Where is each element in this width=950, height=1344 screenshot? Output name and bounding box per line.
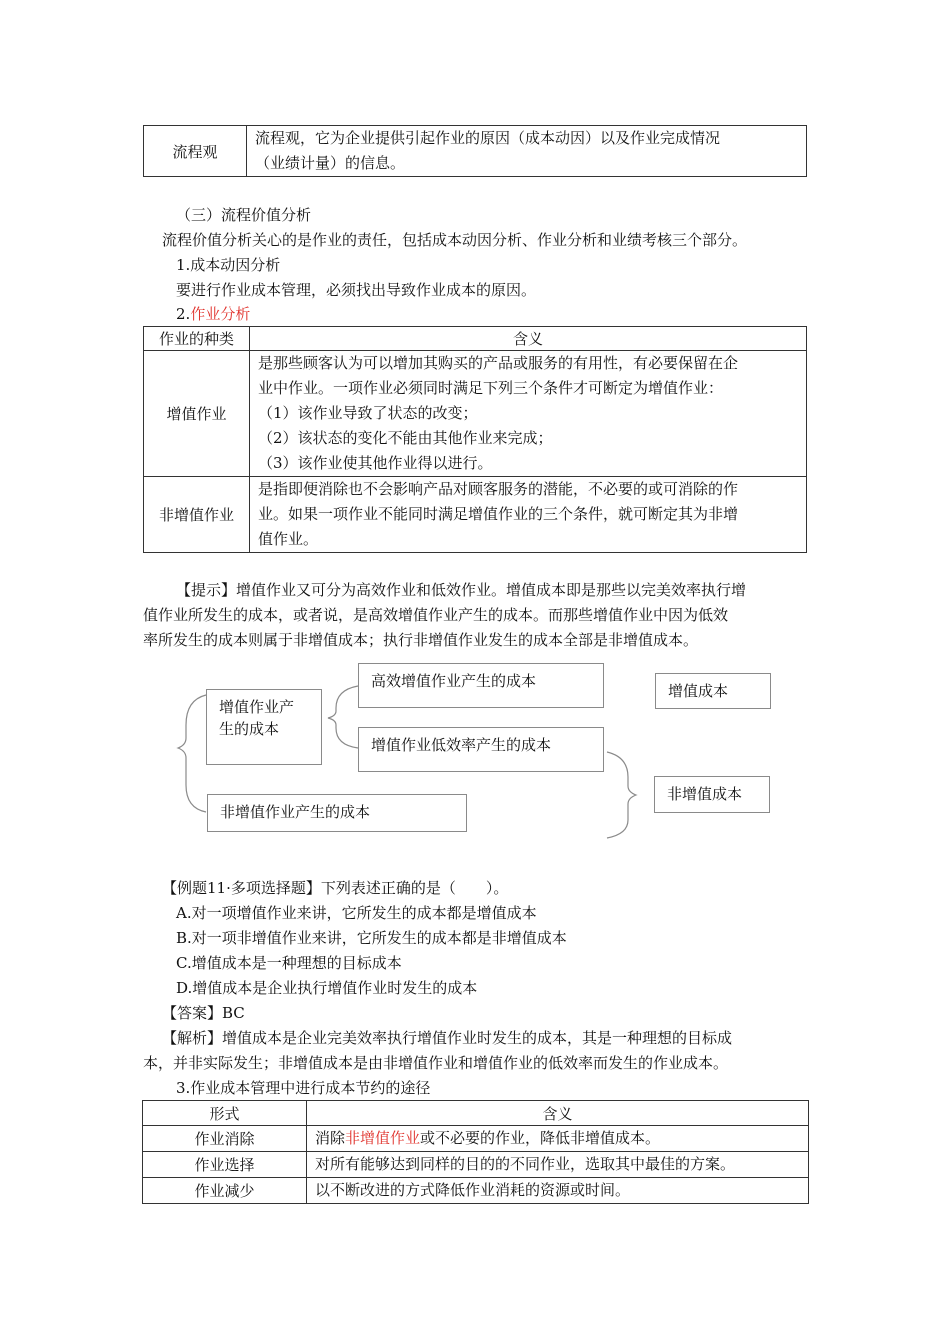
- example-analysis-line: 本，并非实际发生；非增值成本是由非增值作业和增值作业的低效率而发生的作业成本。: [143, 1054, 729, 1072]
- example-option-b: B.对一项非增值作业来讲，它所发生的成本都是非增值成本: [176, 929, 567, 947]
- header-form: 形式: [143, 1101, 307, 1126]
- example-option-a: A.对一项增值作业来讲，它所发生的成本都是增值成本: [176, 904, 537, 922]
- value-added-label: 增值作业: [144, 351, 250, 477]
- tip-line: 值作业所发生的成本，或者说，是高效增值作业产生的成本。而那些增值作业中因为低效: [143, 606, 729, 624]
- subsection-cost-driver: 1.成本动因分析: [176, 256, 281, 274]
- tip-line: 率所发生的成本则属于非增值成本；执行非增值作业发生的成本全部是非增值成本。: [143, 631, 699, 649]
- meaning-text: 或不必要的作业，降低非增值成本。: [420, 1129, 661, 1147]
- meaning-line: （2）该状态的变化不能由其他作业来完成；: [258, 429, 553, 447]
- header-meaning: 含义: [250, 327, 807, 351]
- subsection-title-emphasis: 作业分析: [190, 305, 251, 323]
- value-cost-box: 增值成本: [655, 673, 771, 709]
- high-efficiency-cost-box: 高效增值作业产生的成本: [358, 663, 604, 708]
- meaning-emphasis: 非增值作业: [345, 1129, 421, 1147]
- non-value-added-label: 非增值作业: [144, 477, 250, 553]
- meaning-line: 业。如果一项作业不能同时满足增值作业的三个条件，就可断定其为非增: [258, 505, 739, 523]
- saving-meaning: [307, 1126, 809, 1152]
- header-activity-type: 作业的种类: [144, 327, 250, 351]
- process-view-line: 流程观，它为企业提供引起作业的原因（成本动因）以及作业完成情况: [255, 129, 721, 147]
- box-line: 生的成本: [219, 720, 280, 738]
- example-analysis-line: 【解析】增值成本是企业完美效率执行增值作业时发生的成本，其是一种理想的目标成: [162, 1029, 733, 1047]
- example-option-d: D.增值成本是企业执行增值作业时发生的成本: [176, 979, 478, 997]
- section-intro: 流程价值分析关心的是作业的责任，包括成本动因分析、作业分析和业绩考核三个部分。: [162, 231, 748, 249]
- meaning-line: （1）该作业导致了状态的改变；: [258, 404, 478, 422]
- saving-meaning: 对所有能够达到同样的目的的不同作业，选取其中最佳的方案。: [307, 1152, 809, 1178]
- non-value-activity-cost-box: 非增值作业产生的成本: [207, 794, 467, 832]
- header-meaning: 含义: [307, 1101, 809, 1126]
- meaning-line: 值作业。: [258, 530, 319, 548]
- cost-saving-table: [142, 1100, 809, 1204]
- tip-line: 【提示】增值作业又可分为高效作业和低效作业。增值成本即是那些以完美效率执行增: [176, 581, 747, 599]
- box-line: 增值作业产: [219, 698, 295, 716]
- example-option-c: C.增值成本是一种理想的目标成本: [176, 954, 402, 972]
- meaning-line: 是指即便消除也不会影响产品对顾客服务的潜能，不必要的或可消除的作: [258, 480, 739, 498]
- right-brace: [607, 752, 636, 838]
- meaning-line: 业中作业。一项作业必须同时满足下列三个条件才可断定为增值作业：: [258, 379, 724, 397]
- saving-form: 作业选择: [143, 1152, 307, 1178]
- non-value-cost-box: 非增值成本: [654, 776, 770, 813]
- meaning-line: （3）该作业使其他作业得以进行。: [258, 454, 493, 472]
- section-heading: （三）流程价值分析: [176, 206, 312, 224]
- saving-form: 作业减少: [143, 1178, 307, 1204]
- subsection-cost-saving: 3.作业成本管理中进行成本节约的途径: [176, 1079, 431, 1097]
- saving-form: 作业消除: [143, 1126, 307, 1152]
- meaning-line: 是那些顾客认为可以增加其购买的产品或服务的有用性，有必要保留在企: [258, 354, 739, 372]
- left-brace: [178, 695, 206, 812]
- subsection-number: 2.: [176, 305, 191, 323]
- value-added-cost-box: [206, 689, 322, 765]
- process-view-label: 流程观: [144, 126, 247, 177]
- process-view-line: （业绩计量）的信息。: [255, 154, 406, 172]
- example-question: 【例题11·多项选择题】下列表述正确的是（ ）。: [162, 879, 509, 897]
- saving-meaning: 以不断改进的方式降低作业消耗的资源或时间。: [307, 1178, 809, 1204]
- cost-driver-text: 要进行作业成本管理，必须找出导致作业成本的原因。: [176, 281, 537, 299]
- inner-brace: [328, 686, 358, 748]
- example-answer: 【答案】BC: [162, 1004, 245, 1022]
- low-efficiency-cost-box: 增值作业低效率产生的成本: [358, 727, 604, 772]
- meaning-text: 消除: [315, 1129, 346, 1147]
